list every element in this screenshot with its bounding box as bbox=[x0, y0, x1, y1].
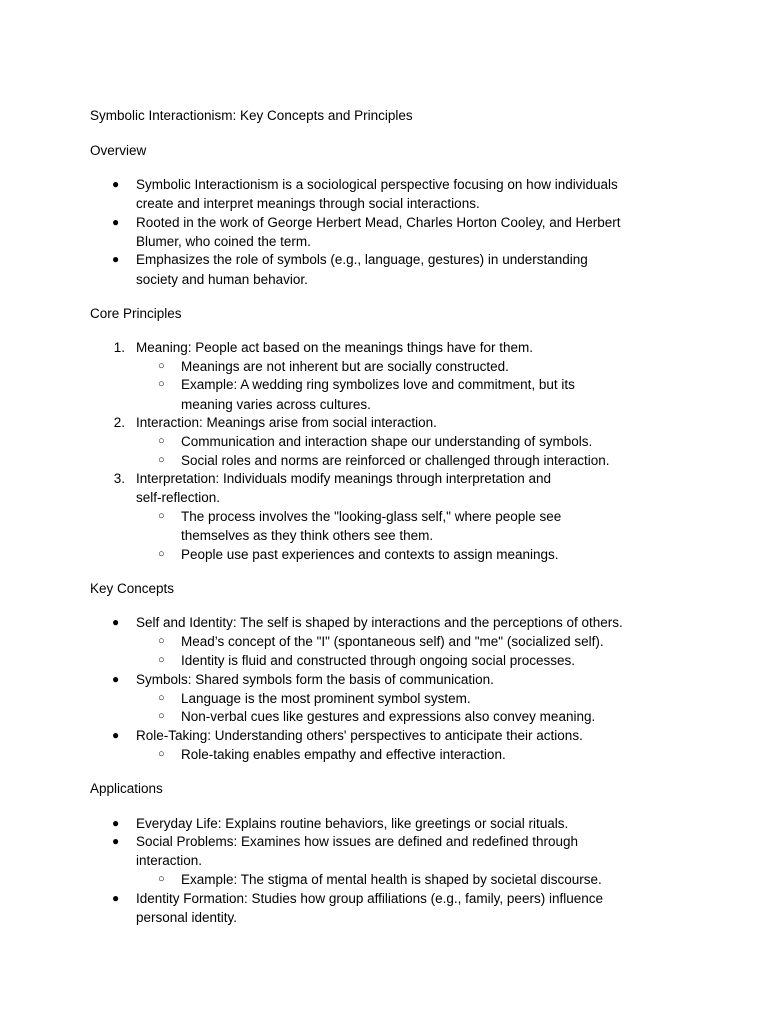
list-item-line: Role-Taking: Understanding others' perspectives to anticipate their actions. bbox=[136, 728, 583, 743]
sub-list-item-line: Language is the most prominent symbol system. bbox=[181, 691, 471, 706]
list-item-line: self-reflection. bbox=[136, 490, 221, 505]
sub-bullet-marker: ○ bbox=[158, 710, 165, 722]
list-number: 1. bbox=[113, 340, 125, 355]
list-item-line: Interpretation: Individuals modify meanings through interpretation and bbox=[136, 471, 551, 486]
sub-list-item-line: The process involves the "looking-glass self," where people see bbox=[181, 509, 562, 524]
sub-list-item-line: Communication and interaction shape our understanding of symbols. bbox=[181, 434, 593, 449]
list-item-line: Symbolic Interactionism is a sociological perspective focusing on how individuals bbox=[136, 177, 618, 192]
sub-list-item-line: People use past experiences and contexts to assign meanings. bbox=[181, 547, 559, 562]
section-heading-core-principles: Core Principles bbox=[90, 306, 182, 321]
sub-bullet-marker: ○ bbox=[158, 454, 165, 466]
bullet-marker: ● bbox=[112, 728, 120, 742]
bullet-marker: ● bbox=[112, 834, 120, 848]
list-item-line: Meaning: People act based on the meanings things have for them. bbox=[136, 340, 534, 355]
sub-bullet-marker: ○ bbox=[158, 748, 165, 760]
list-item-line: Rooted in the work of George Herbert Mead, Charles Horton Cooley, and Herbert bbox=[136, 215, 621, 230]
bullet-marker: ● bbox=[112, 215, 120, 229]
list-item-line: Blumer, who coined the term. bbox=[136, 234, 311, 249]
list-item-line: Self and Identity: The self is shaped by interactions and the perceptions of others. bbox=[136, 615, 623, 630]
sub-bullet-marker: ○ bbox=[158, 435, 165, 447]
sub-list-item-line: Identity is fluid and constructed through ongoing social processes. bbox=[181, 653, 575, 668]
list-item-line: Everyday Life: Explains routine behaviors, like greetings or social rituals. bbox=[136, 816, 569, 831]
section-heading-overview: Overview bbox=[90, 143, 147, 158]
sub-bullet-marker: ○ bbox=[158, 654, 165, 666]
sub-bullet-marker: ○ bbox=[158, 510, 165, 522]
bullet-marker: ● bbox=[112, 252, 120, 266]
list-number: 2. bbox=[113, 415, 125, 430]
bullet-marker: ● bbox=[112, 177, 120, 191]
sub-list-item-line: Example: A wedding ring symbolizes love and commitment, but its bbox=[181, 377, 575, 392]
sub-bullet-marker: ○ bbox=[158, 378, 165, 390]
list-item-line: society and human behavior. bbox=[136, 272, 308, 287]
sub-bullet-marker: ○ bbox=[158, 692, 165, 704]
list-item-line: Social Problems: Examines how issues are defined and redefined through bbox=[136, 834, 579, 849]
sub-list-item-line: meaning varies across cultures. bbox=[181, 397, 371, 412]
sub-list-item-line: themselves as they think others see them. bbox=[181, 528, 434, 543]
list-item-line: Emphasizes the role of symbols (e.g., language, gestures) in understanding bbox=[136, 252, 588, 267]
sub-list-item-line: Mead’s concept of the "I" (spontaneous self) and "me" (socialized self). bbox=[181, 634, 604, 649]
sub-list-item-line: Role-taking enables empathy and effective interaction. bbox=[181, 747, 506, 762]
sub-list-item-line: Meanings are not inherent but are socially constructed. bbox=[181, 359, 509, 374]
sub-list-item-line: Example: The stigma of mental health is shaped by societal discourse. bbox=[181, 872, 602, 887]
section-heading-key-concepts: Key Concepts bbox=[90, 581, 175, 596]
list-item-line: Symbols: Shared symbols form the basis of communication. bbox=[136, 672, 494, 687]
sub-list-item-line: Social roles and norms are reinforced or challenged through interaction. bbox=[181, 453, 610, 468]
sub-bullet-marker: ○ bbox=[158, 873, 165, 885]
sub-bullet-marker: ○ bbox=[158, 360, 165, 372]
document-title: Symbolic Interactionism: Key Concepts and Principles bbox=[90, 108, 413, 123]
bullet-marker: ● bbox=[112, 672, 120, 686]
sub-bullet-marker: ○ bbox=[158, 548, 165, 560]
sub-list-item-line: Non-verbal cues like gestures and expressions also convey meaning. bbox=[181, 709, 596, 724]
list-number: 3. bbox=[113, 471, 125, 486]
list-item-line: create and interpret meanings through social interactions. bbox=[136, 196, 480, 211]
bullet-marker: ● bbox=[112, 816, 120, 830]
list-item-line: interaction. bbox=[136, 853, 203, 868]
section-heading-applications: Applications bbox=[90, 781, 163, 796]
list-item-line: personal identity. bbox=[136, 910, 238, 925]
bullet-marker: ● bbox=[112, 891, 120, 905]
list-item-line: Interaction: Meanings arise from social interaction. bbox=[136, 415, 437, 430]
list-item-line: Identity Formation: Studies how group affiliations (e.g., family, peers) influence bbox=[136, 891, 603, 906]
bullet-marker: ● bbox=[112, 615, 120, 629]
sub-bullet-marker: ○ bbox=[158, 635, 165, 647]
